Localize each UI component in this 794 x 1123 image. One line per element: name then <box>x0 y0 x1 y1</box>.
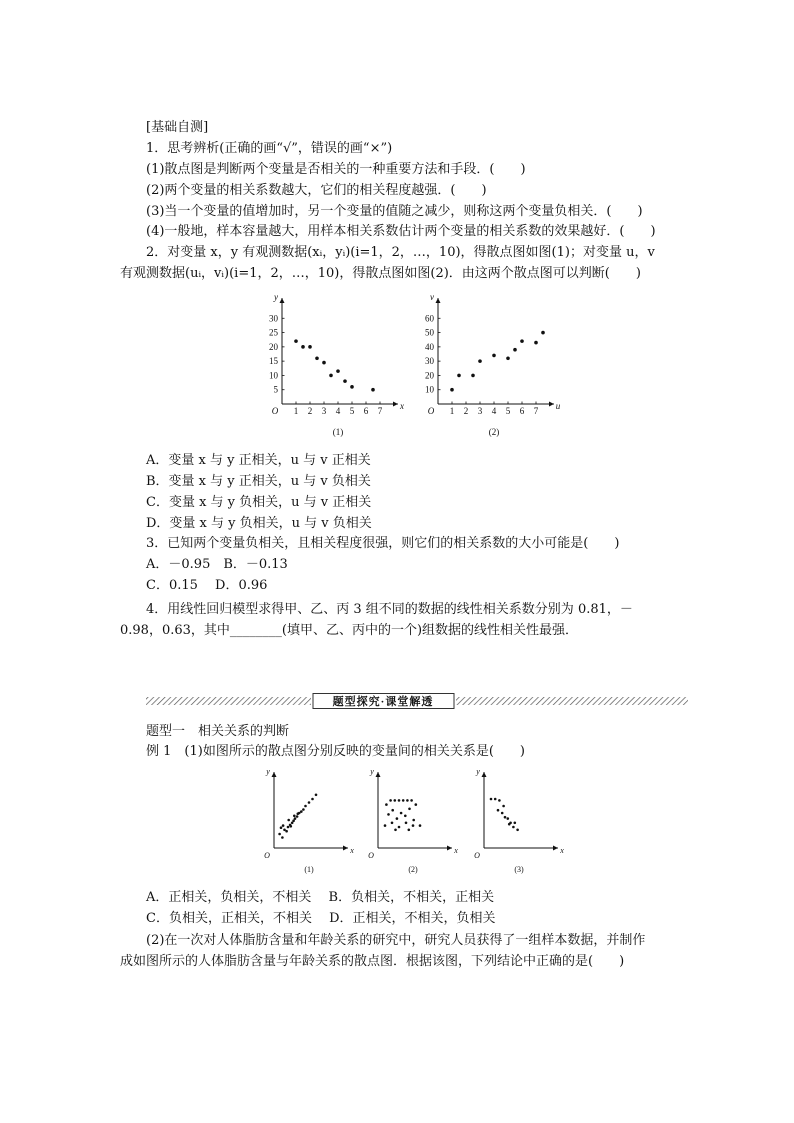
y-tick-label: 10 <box>425 384 434 395</box>
data-point <box>408 829 411 832</box>
chart-caption: (2) <box>408 865 418 874</box>
data-point <box>385 803 388 806</box>
x-tick-label: 7 <box>533 406 539 416</box>
x-axis-label: u <box>555 401 561 411</box>
data-point <box>308 345 312 349</box>
example-1-line: 例 1 (1)如图所示的散点图分别反映的变量间的相关关系是( ) <box>146 744 525 759</box>
data-point <box>287 826 290 829</box>
data-point <box>384 824 387 827</box>
data-point <box>490 798 493 801</box>
x-axis-arrow <box>393 402 398 407</box>
y-tick-label: 25 <box>269 327 278 338</box>
data-point <box>502 805 505 808</box>
banner-hatch-left <box>146 697 311 705</box>
q3-line: 3．已知两个变量负相关，且相关程度很强，则它们的相关系数的大小可能是( ) <box>146 536 620 551</box>
example-1-part-2-line-1: (2)在一次对人体脂肪含量和年龄关系的研究中，研究人员获得了一组样本数据，并制作 <box>146 933 646 948</box>
x-axis-arrow <box>343 846 348 851</box>
x-axis-label: x <box>400 401 404 411</box>
chart-caption: (2) <box>488 427 500 437</box>
example-1-options-row-2: C．负相关，正相关，不相关 D．正相关，不相关，负相关 <box>146 911 496 926</box>
data-point <box>302 808 305 811</box>
y-tick-label: 15 <box>269 356 278 367</box>
data-point <box>450 388 454 392</box>
data-point <box>419 824 422 827</box>
y-axis-label: y <box>274 292 278 302</box>
x-tick-label: 7 <box>377 406 383 416</box>
data-point <box>294 339 298 343</box>
data-point <box>471 374 475 378</box>
chart-caption: (1) <box>332 427 344 437</box>
data-point <box>400 812 403 815</box>
data-point <box>278 833 281 836</box>
q1-item-4: (4)一般地，样本容量越大，用样本相关系数估计两个变量的相关系数的效果越好．( ) <box>146 224 656 239</box>
data-point <box>391 822 394 825</box>
x-tick-label: 2 <box>307 406 313 416</box>
q2-option-a: A．变量 x 与 y 正相关，u 与 v 正相关 <box>146 453 371 468</box>
data-point <box>371 388 375 392</box>
data-point <box>350 385 354 389</box>
data-point <box>507 817 510 820</box>
x-tick-label: 5 <box>349 406 355 416</box>
data-point <box>494 798 497 801</box>
data-point <box>394 799 397 802</box>
x-axis-arrow <box>549 402 554 407</box>
data-point <box>498 799 501 802</box>
q2-option-c: C．变量 x 与 y 负相关，u 与 v 正相关 <box>146 495 372 510</box>
q2-option-b: B．变量 x 与 y 正相关，u 与 v 负相关 <box>146 474 371 489</box>
x-axis-label: x <box>560 846 564 855</box>
data-point <box>322 361 326 365</box>
banner-hatch-right <box>456 697 688 705</box>
x-tick-label: 3 <box>477 406 483 416</box>
y-axis-arrow <box>280 298 285 303</box>
data-point <box>415 803 418 806</box>
y-axis-label: v <box>430 292 434 302</box>
data-point <box>336 369 340 373</box>
origin-label: O <box>474 851 480 860</box>
y-tick-label: 60 <box>425 313 434 324</box>
data-point <box>504 816 507 819</box>
data-point <box>304 805 307 808</box>
scatter-plot-2 <box>414 292 566 442</box>
x-axis-label: x <box>350 846 354 855</box>
data-point <box>285 830 288 833</box>
data-point <box>514 822 517 825</box>
data-point <box>296 815 299 818</box>
data-point <box>311 798 314 801</box>
x-tick-label: 3 <box>321 406 327 416</box>
q2-line-1: 2．对变量 x，y 有观测数据(xᵢ，yᵢ)(i=1，2，…，10)，得散点图如图(1)；对变量 u，v <box>146 245 655 260</box>
data-point <box>457 374 461 378</box>
origin-label: O <box>427 406 435 416</box>
data-point <box>398 826 401 829</box>
q2-line-2: 有观测数据(uᵢ，vᵢ)(i=1，2，…，10)，得散点图如图(2)．由这两个散点图可以判断( ) <box>120 266 641 281</box>
x-tick-label: 4 <box>491 406 497 416</box>
data-point <box>541 331 545 335</box>
data-point <box>297 812 300 815</box>
data-point <box>315 356 319 360</box>
x-tick-label: 1 <box>293 406 299 416</box>
scatter-plot-ex-1 <box>262 768 356 878</box>
data-point <box>343 379 347 383</box>
x-tick-label: 5 <box>505 406 511 416</box>
data-point <box>293 815 296 818</box>
data-point <box>492 354 496 358</box>
data-point <box>534 341 538 345</box>
y-tick-label: 30 <box>269 313 278 324</box>
data-point <box>394 829 397 832</box>
data-point <box>404 815 407 818</box>
q3-options-row-2: C．0.15 D．0.96 <box>146 578 268 593</box>
y-tick-label: 40 <box>425 341 434 352</box>
data-point <box>315 794 318 797</box>
scatter-plot-1 <box>258 292 410 442</box>
q1-intro: 1．思考辨析(正确的画“√”，错误的画“×”) <box>146 141 393 156</box>
data-point <box>329 374 333 378</box>
data-point <box>300 810 303 813</box>
data-point <box>387 813 390 816</box>
data-point <box>410 799 413 802</box>
q4-line-1: 4．用线性回归模型求得甲、乙、丙 3 组不同的数据的线性相关系数分别为 0.81，－ <box>146 602 633 617</box>
data-point <box>405 822 408 825</box>
y-axis-arrow <box>482 772 487 777</box>
y-tick-label: 20 <box>269 341 278 352</box>
data-point <box>280 826 283 829</box>
data-point <box>281 836 284 839</box>
x-axis-arrow <box>553 846 558 851</box>
banner-label: 题型探究·课堂解透 <box>332 696 434 708</box>
x-tick-label: 6 <box>519 406 525 416</box>
data-point <box>512 826 515 829</box>
q1-item-2: (2)两个变量的相关系数越大，它们的相关程度越强．( ) <box>146 183 487 198</box>
x-tick-label: 2 <box>463 406 469 416</box>
y-tick-label: 50 <box>425 327 434 338</box>
y-axis-label: y <box>476 768 480 776</box>
data-point <box>287 819 290 822</box>
example-1-options-row-1: A．正相关，负相关，不相关 B．负相关，不相关，正相关 <box>146 890 495 905</box>
data-point <box>497 809 500 812</box>
data-point <box>506 356 510 360</box>
origin-label: O <box>271 406 279 416</box>
data-point <box>508 823 511 826</box>
y-axis-arrow <box>376 772 381 777</box>
type-title: 题型一 相关关系的判断 <box>146 724 290 739</box>
scatter-plot-ex-3 <box>472 768 566 878</box>
x-tick-label: 4 <box>335 406 341 416</box>
origin-label: O <box>368 851 374 860</box>
data-point <box>408 808 411 811</box>
data-point <box>301 345 305 349</box>
scatter-plot-ex-2 <box>366 768 460 878</box>
y-tick-label: 5 <box>273 384 278 395</box>
q1-item-3: (3)当一个变量的值增加时，另一个变量的值随之减少，则称这两个变量负相关．( ) <box>146 204 643 219</box>
data-point <box>290 825 293 828</box>
data-point <box>391 809 394 812</box>
data-point <box>501 812 504 815</box>
data-point <box>282 824 285 827</box>
data-point <box>294 817 297 820</box>
data-point <box>398 799 401 802</box>
x-tick-label: 6 <box>363 406 369 416</box>
data-point <box>516 829 519 832</box>
data-point <box>396 817 399 820</box>
origin-label: O <box>264 851 270 860</box>
q3-options-row-1: A．－0.95 B．－0.13 <box>146 557 288 572</box>
y-tick-label: 30 <box>425 356 434 367</box>
y-axis-label: y <box>370 768 374 776</box>
data-point <box>412 824 415 827</box>
data-point <box>389 799 392 802</box>
chart-caption: (3) <box>514 865 524 874</box>
y-axis-label: y <box>266 768 270 776</box>
data-point <box>513 348 517 352</box>
data-point <box>406 799 409 802</box>
x-axis-label: x <box>454 846 458 855</box>
q1-item-1: (1)散点图是判断两个变量是否相关的一种重要方法和手段．( ) <box>146 162 526 177</box>
data-point <box>520 339 524 343</box>
example-1-part-2-line-2: 成如图所示的人体脂肪含量与年龄关系的散点图．根据该图，下列结论中正确的是( ) <box>120 954 625 969</box>
section-banner <box>146 693 688 709</box>
data-point <box>478 359 482 363</box>
x-axis-arrow <box>447 846 452 851</box>
y-tick-label: 10 <box>269 370 278 381</box>
data-point <box>308 801 311 804</box>
data-point <box>412 819 415 822</box>
y-axis-arrow <box>272 772 277 777</box>
section-heading: [基础自测] <box>146 120 209 135</box>
y-axis-arrow <box>436 298 441 303</box>
q2-option-d: D．变量 x 与 y 负相关，u 与 v 负相关 <box>146 516 372 531</box>
chart-caption: (1) <box>304 865 314 874</box>
data-point <box>402 799 405 802</box>
q4-line-2: 0.98，0.63，其中________(填甲、乙、丙中的一个)组数据的线性相关性最强． <box>120 623 579 638</box>
y-tick-label: 20 <box>425 370 434 381</box>
x-tick-label: 1 <box>449 406 455 416</box>
